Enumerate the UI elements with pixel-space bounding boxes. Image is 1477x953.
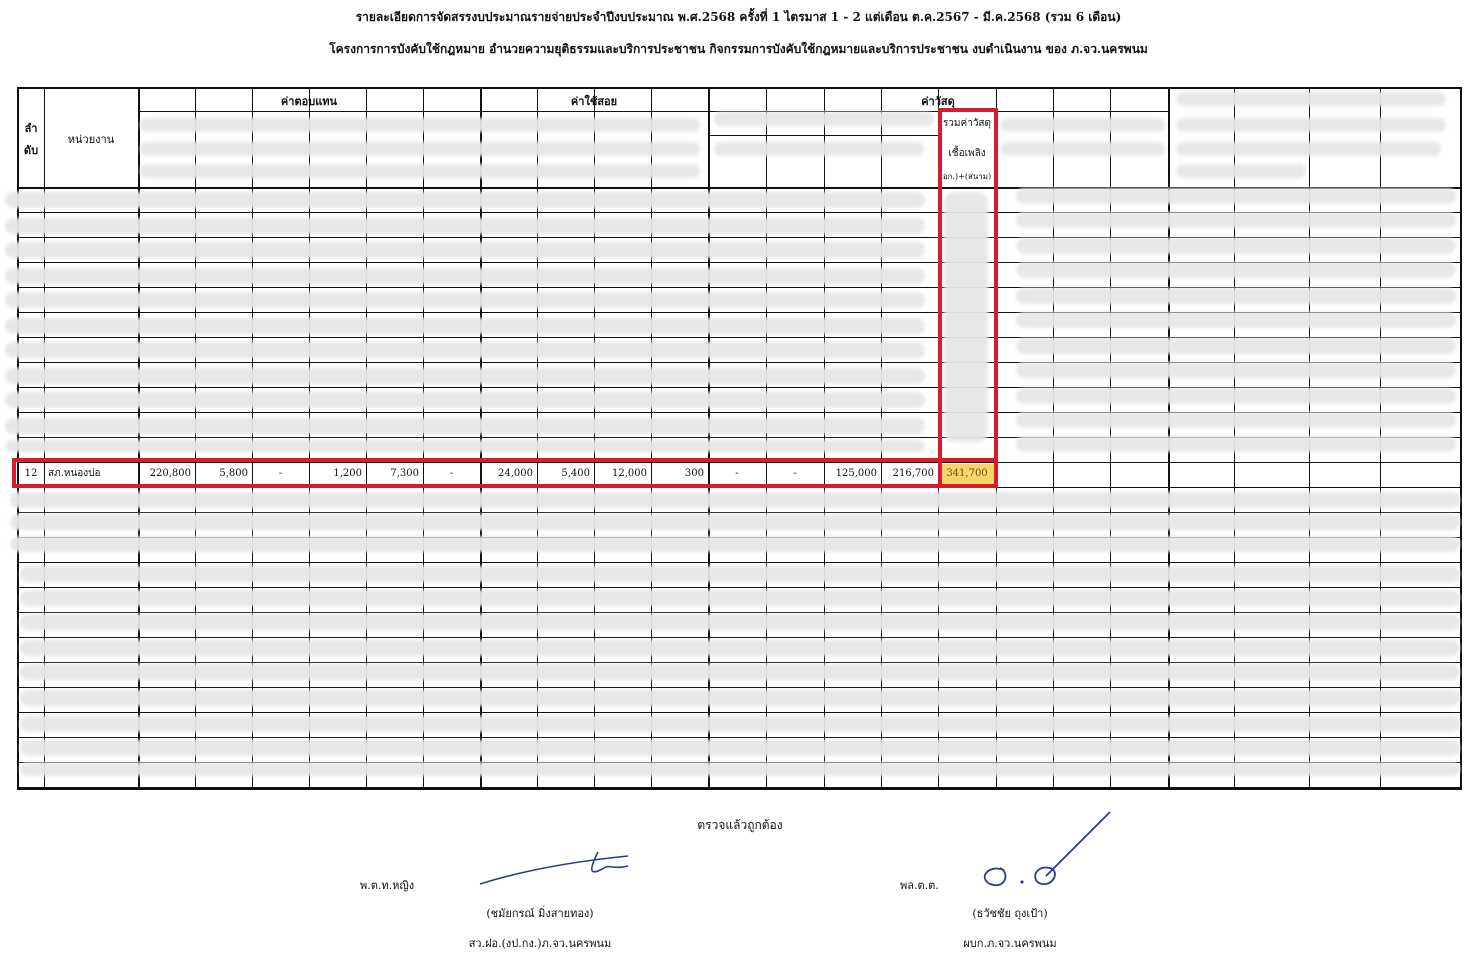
header-seq: ลำ ดับ	[23, 122, 39, 157]
left-signature-icon	[478, 842, 648, 892]
header-formula: อก.)+(สนาม)	[942, 172, 992, 181]
redacted-area	[5, 242, 925, 258]
row-line	[17, 487, 1462, 488]
row-line	[17, 612, 1462, 613]
header-compensation: ค่าตอบแทน	[280, 95, 338, 108]
row-value-cell: 7,300	[390, 468, 419, 479]
redacted-area	[5, 292, 925, 308]
redacted-area	[1176, 142, 1441, 156]
redacted-area	[1176, 118, 1446, 132]
right-signature-icon	[970, 806, 1120, 896]
table-border-bottom	[17, 787, 1462, 790]
right-signer-position: ผบก.ภ.จว.นครพนม	[963, 937, 1057, 950]
header-unit: หน่วยงาน	[67, 133, 115, 146]
row-value-cell: 5,400	[561, 468, 590, 479]
redacted-area	[5, 392, 925, 408]
redacted-area	[1016, 288, 1456, 304]
redacted-area	[714, 142, 924, 156]
row-total-materials-cell: 341,700	[938, 464, 996, 484]
row-value-cell: 220,800	[149, 468, 191, 479]
header-fuel: เชื้อเพลิง	[948, 148, 986, 159]
redacted-area	[1016, 388, 1456, 404]
left-signer-rank: พ.ต.ท.หญิง	[360, 879, 415, 892]
redacted-area	[1176, 164, 1306, 178]
row-line	[17, 462, 1462, 463]
row-value-cell: 216,700	[892, 468, 934, 479]
redacted-area	[140, 142, 700, 156]
redacted-area	[1016, 338, 1456, 354]
row-line	[17, 637, 1462, 638]
redacted-area	[5, 368, 925, 384]
row-line	[17, 587, 1462, 588]
redacted-area	[1016, 212, 1456, 228]
redacted-area	[5, 192, 925, 208]
table-border-top	[17, 87, 1462, 89]
redacted-area	[5, 440, 925, 452]
redacted-area	[714, 112, 934, 126]
header-total-materials: รวมค่าวัสดุ	[942, 118, 992, 129]
row-line	[17, 687, 1462, 688]
row-line	[17, 662, 1462, 663]
row-value-cell: 24,000	[498, 468, 533, 479]
row-line	[17, 712, 1462, 713]
report-title: รายละเอียดการจัดสรรงบประมาณรายจ่ายประจำปีงบประมาณ พ.ศ.2568 ครั้งที่ 1 ไตรมาส 1 - 2 แต่เดือน ต.ค.2567 - มี.ค.2568 (รวม 6 เดือน)	[355, 10, 1122, 24]
row-unit: สภ.หนองบ่อ	[48, 468, 101, 479]
redacted-area	[5, 342, 925, 358]
redacted-area	[5, 418, 925, 434]
left-signer-position: สว.ฝอ.(งป.กง.)ภ.จว.นครพนม	[468, 937, 612, 950]
row-value-cell: 125,000	[835, 468, 877, 479]
left-signer-name: (ชมัยกรณ์ มิ่งสายทอง)	[486, 907, 594, 920]
verified-label: ตรวจแล้วถูกต้อง	[697, 818, 783, 832]
row-value-cell: 1,200	[333, 468, 362, 479]
right-signer-name: (ธวัชชัย ถุงเป้า)	[972, 907, 1048, 920]
row-seq: 12	[24, 468, 38, 479]
row-value-cell: -	[278, 468, 283, 479]
redacted-area	[20, 690, 1460, 706]
redacted-area	[1000, 118, 1165, 132]
redacted-area	[140, 118, 700, 132]
redacted-area	[1016, 362, 1456, 378]
row-value-cell: 5,800	[219, 468, 248, 479]
redacted-area	[20, 566, 1460, 582]
row-value-cell: -	[793, 468, 797, 479]
report-subtitle: โครงการการบังคับใช้กฎหมาย อำนวยความยุติธรรมและบริการประชาชน กิจกรรมการบังคับใช้กฎหมายและบริการประชาชน งบดำเนินงาน ของ ภ.จว.นครพนม	[329, 42, 1148, 56]
redacted-area	[1000, 142, 1165, 156]
row-value-cell: -	[735, 468, 739, 479]
redacted-area	[20, 614, 1460, 630]
row-value-cell: 12,000	[612, 468, 647, 479]
redacted-area	[1016, 238, 1456, 254]
redacted-area	[5, 318, 925, 334]
redacted-area	[1016, 312, 1456, 328]
redacted-area	[1016, 436, 1456, 452]
redacted-area	[1176, 92, 1446, 106]
redacted-area	[944, 192, 988, 442]
header-subgroup-line	[708, 135, 938, 136]
redacted-area	[5, 218, 925, 234]
redacted-area	[10, 514, 1460, 530]
redacted-area	[10, 492, 1460, 508]
redacted-area	[1016, 188, 1456, 204]
redacted-area	[5, 268, 925, 284]
row-line	[17, 737, 1462, 738]
right-signer-rank: พล.ต.ต.	[900, 879, 939, 892]
header-group-line	[138, 111, 1168, 112]
row-value-cell: 300	[684, 468, 704, 479]
row-line	[17, 562, 1462, 563]
header-expenses: ค่าใช้สอย	[570, 95, 618, 108]
redacted-area	[1016, 262, 1456, 278]
redacted-area	[20, 640, 1460, 656]
redacted-area	[20, 740, 1460, 756]
header-materials: ค่าวัสดุ	[921, 95, 955, 108]
redacted-area	[20, 664, 1460, 680]
redacted-area	[20, 590, 1460, 606]
redacted-area	[140, 164, 700, 178]
redacted-area	[1016, 412, 1456, 428]
redacted-area	[20, 762, 1460, 776]
row-value-cell: -	[449, 468, 454, 479]
row-line	[17, 512, 1462, 513]
redacted-area	[20, 716, 1460, 732]
redacted-area	[10, 536, 1460, 552]
